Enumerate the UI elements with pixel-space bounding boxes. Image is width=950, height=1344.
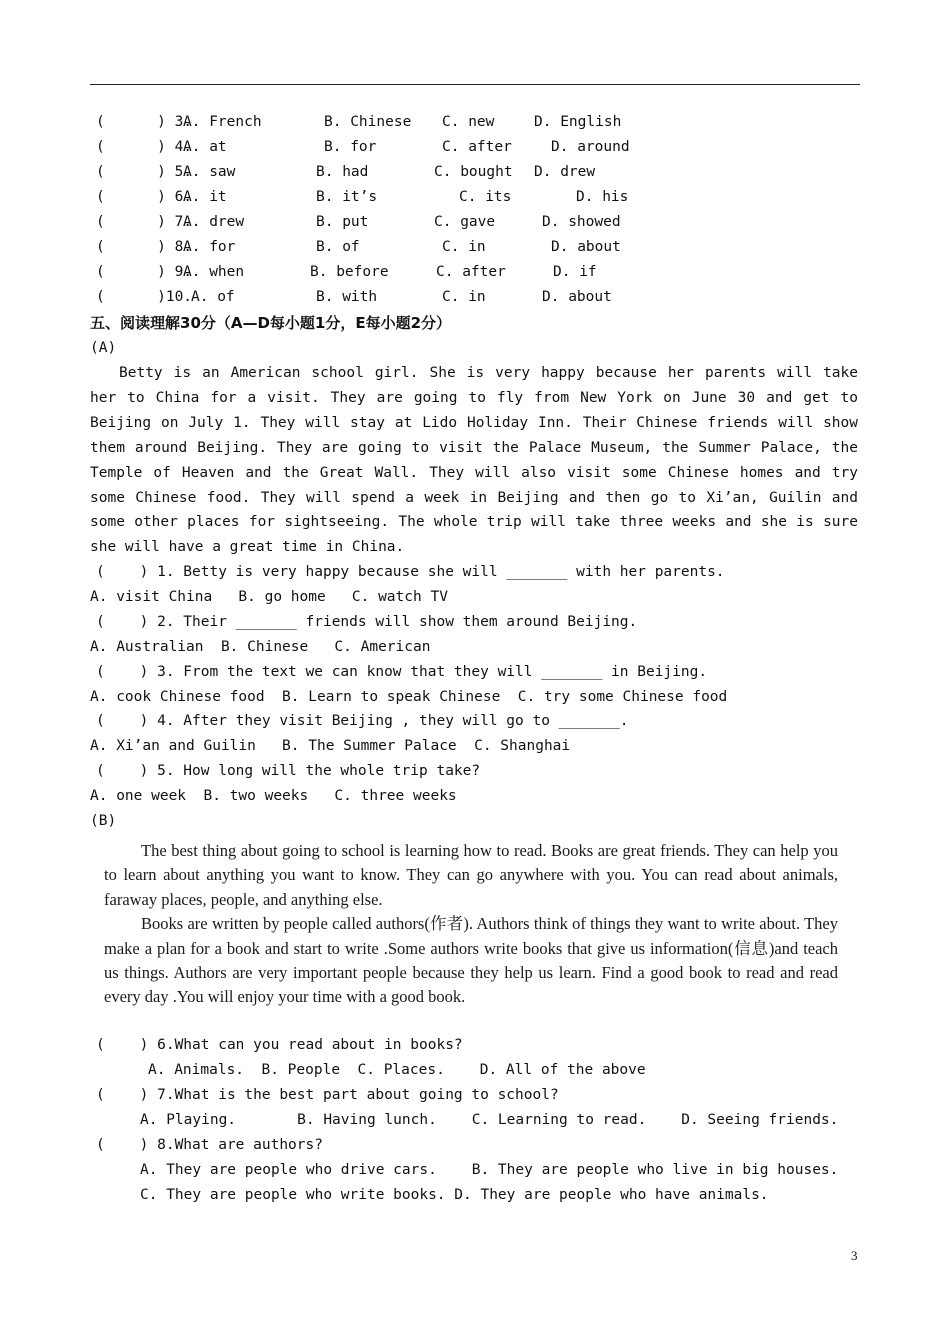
passage-a-paragraph: Betty is an American school girl. She is very happy because her parents will take her to China for a visit. They are going to fly from New York on June 30 and get to Beijing on July 1. They will stay at Lido Holiday Inn. Their Chinese friends will show them around Beijing. They are going to visit the Palace Museum, the Summer Palace, the Temple of Heaven and the Great Wall. They will also visit some Chinese homes and try some Chinese food. They will spend a week in Beijing and then go to Xi’an, Guilin and some other places for sightseeing. The whole trip will take three weeks and she is sure she will have a great time in China. [90, 365, 858, 556]
question-b6: ( ) 6.What can you read about in books? [96, 1037, 463, 1053]
options-b6: A. Animals. B. People C. Places. D. All of the above [148, 1062, 646, 1078]
question-a1: ( ) 1. Betty is very happy because she will _______ with her parents. [96, 564, 725, 580]
question-a3: ( ) 3. From the text we can know that they will _______ in Beijing. [96, 664, 708, 680]
header-rule [90, 84, 860, 85]
cloze-row: ( ) 3. A. French B. Chinese C. new D. English [96, 114, 622, 130]
cloze-row: ( ) 7. A. drew B. put C. gave D. showed [96, 214, 621, 230]
question-b8: ( ) 8.What are authors? [96, 1137, 323, 1153]
cloze-row: ( )10. A. of B. with C. in D. about [96, 289, 612, 305]
passage-a-text [90, 361, 858, 560]
cloze-row: ( ) 4. A. at B. for C. after D. around [96, 139, 630, 155]
options-b7: A. Playing. B. Having lunch. C. Learning to read. D. Seeing friends. [140, 1112, 839, 1128]
options-a2: A. Australian B. Chinese C. American [90, 639, 431, 655]
question-b7: ( ) 7.What is the best part about going to school? [96, 1087, 559, 1103]
page-number: 3 [851, 1248, 858, 1263]
question-a2: ( ) 2. Their _______ friends will show them around Beijing. [96, 614, 638, 630]
passage-b-text [104, 839, 838, 1010]
question-a5: ( ) 5. How long will the whole trip take? [96, 763, 481, 779]
passage-b-paragraph-1: The best thing about going to school is learning how to read. Books are great friends. They can help you to learn about anything you want to know. They can go anywhere with you. You can read about animals, faraway places, people, and anything else. [104, 841, 838, 909]
options-b8-line1: A. They are people who drive cars. B. They are people who live in big houses. [140, 1162, 839, 1178]
passage-b-label: (B) [90, 813, 117, 829]
options-b8-line2: C. They are people who write books. D. They are people who have animals. [140, 1187, 769, 1203]
options-a5: A. one week B. two weeks C. three weeks [90, 788, 457, 804]
passage-b-paragraph-2: Books are written by people called authors(作者). Authors think of things they want to write about. They make a plan for a book and start to write .Some authors write books that give us information(信息)and teach us things. Authors are very important people because they help us learn. Find a good book to read and read every day .You will enjoy your time with a good book. [104, 914, 838, 1007]
options-a4: A. Xi’an and Guilin B. The Summer Palace C. Shanghai [90, 738, 571, 754]
cloze-row: ( ) 6. A. it B. it’s C. its D. his [96, 189, 629, 205]
cloze-row: ( ) 9. A. when B. before C. after D. if [96, 264, 597, 280]
options-a1: A. visit China B. go home C. watch TV [90, 589, 448, 605]
cloze-row: ( ) 5. A. saw B. had C. bought D. drew [96, 164, 596, 180]
passage-a-label: (A) [90, 340, 117, 356]
section-header: 五、阅读理解30分（A—D每小题1分，E每小题2分） [90, 314, 452, 332]
cloze-row: ( ) 8. A. for B. of C. in D. about [96, 239, 621, 255]
options-a3: A. cook Chinese food B. Learn to speak Chinese C. try some Chinese food [90, 689, 728, 705]
question-a4: ( ) 4. After they visit Beijing , they will go to _______. [96, 713, 629, 729]
